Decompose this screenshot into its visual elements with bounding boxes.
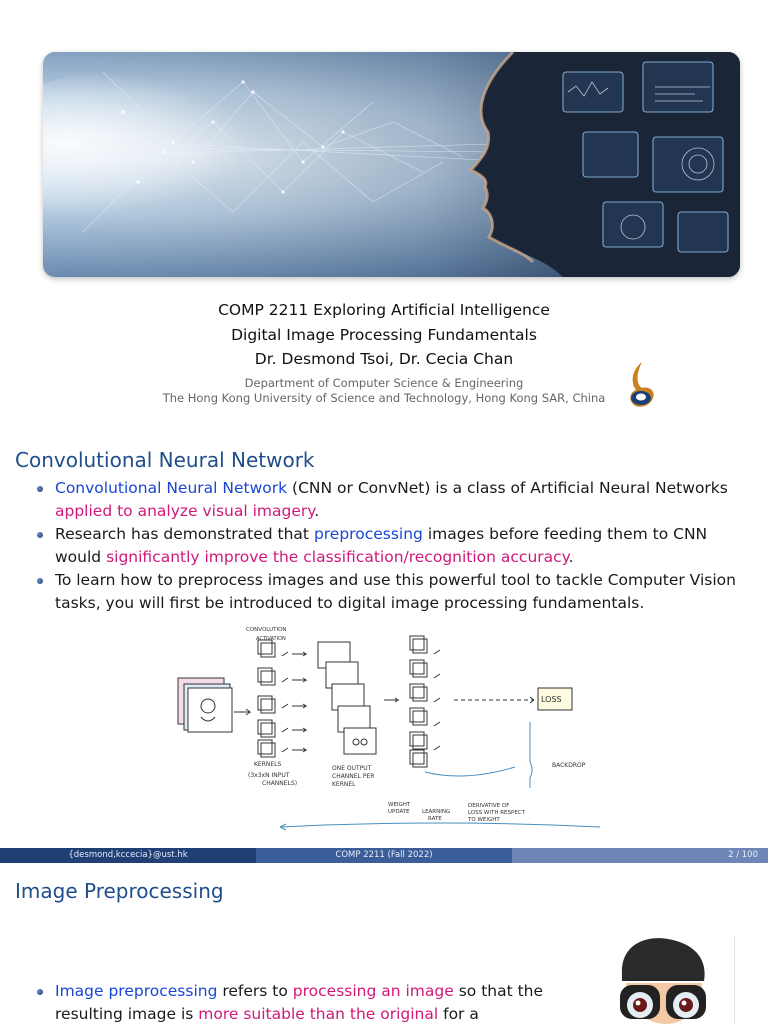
cnn-diagram — [170, 622, 610, 837]
bullet-text: . — [314, 502, 320, 520]
lecture-topic: Digital Image Processing Fundamentals — [231, 326, 537, 344]
cnn-bullet-list — [37, 477, 757, 615]
diagram-label-derivative: DERIVATIVE OF — [468, 803, 510, 809]
diagram-label-output: ONE OUTPUT — [332, 765, 372, 772]
bullet-text: Research has demonstrated that — [55, 525, 314, 543]
diagram-label-learning-rate: LEARNING — [422, 809, 451, 815]
list-item — [37, 569, 757, 615]
list-item — [37, 980, 557, 1026]
bullet-text: images before feeding them to CNN would — [55, 525, 708, 566]
bullet-text: . — [568, 548, 574, 566]
diagram-label-activation: ACTIVATION — [256, 636, 286, 642]
slide-footer — [0, 848, 768, 863]
footer-course: COMP 2211 (Fall 2022) — [256, 848, 512, 863]
lecturer-names: Dr. Desmond Tsoi, Dr. Cecia Chan — [254, 350, 514, 368]
preprocessing-bullet-list — [37, 980, 557, 1026]
course-title: COMP 2211 Exploring Artificial Intelligence — [218, 301, 550, 319]
footer-page-number: 2 / 100 — [512, 848, 768, 863]
list-item — [37, 523, 757, 569]
footer-authors: {desmond,kccecia}@ust.hk — [0, 848, 256, 863]
diagram-label-output-3: KERNEL — [332, 781, 356, 788]
term-cnn: Convolutional Neural Network — [55, 479, 288, 497]
diagram-label-loss: LOSS — [541, 695, 562, 704]
term-preprocessing: preprocessing — [313, 525, 423, 543]
slide-edge-divider — [734, 935, 735, 1024]
emphasis-text: more suitable than the original — [198, 1005, 439, 1023]
diagram-label-input-channels-2: CHANNELS) — [262, 780, 298, 787]
university-logo-icon — [622, 360, 658, 408]
diagram-label-weight-update-2: UPDATE — [388, 809, 410, 815]
diagram-label-convolution: CONVOLUTION — [246, 627, 287, 633]
diagram-label-derivative-3: TO WEIGHT — [468, 817, 500, 823]
diagram-label-input-channels: (3x3xN INPUT — [248, 772, 290, 779]
bullet-text: so that the resulting image is — [55, 982, 544, 1023]
emphasis-text: processing an image — [292, 982, 454, 1000]
bullet-text: for a — [438, 1005, 479, 1023]
bullet-text: To learn how to preprocess images and use this powerful tool to tackle Computer Vision tasks, you will first be introduced to digital image processing fundamentals. — [55, 571, 736, 612]
diagram-label-backdrop: BACKDROP — [552, 762, 586, 769]
diagram-label-output-2: CHANNEL PER — [332, 773, 375, 780]
bullet-text: (CNN or ConvNet) is a class of Artificial Neural Networks — [287, 479, 728, 497]
section-heading-preprocessing: Image Preprocessing — [15, 879, 224, 903]
hero-ai-face-image — [43, 52, 740, 277]
diagram-label-weight-update: WEIGHT — [388, 802, 411, 808]
term-image-preprocessing: Image preprocessing — [55, 982, 218, 1000]
emphasis-text: applied to analyze visual imagery — [55, 502, 315, 520]
department-name: Department of Computer Science & Engineering — [244, 376, 524, 390]
university-name: The Hong Kong University of Science and Technology, Hong Kong SAR, China — [162, 391, 606, 405]
cartoon-boy-binoculars-icon — [600, 935, 740, 1024]
list-item — [37, 477, 757, 523]
bullet-text: refers to — [217, 982, 293, 1000]
diagram-label-derivative-2: LOSS WITH RESPECT — [468, 810, 526, 816]
section-heading-cnn: Convolutional Neural Network — [15, 448, 315, 472]
emphasis-text: significantly improve the classification/recognition accuracy — [106, 548, 569, 566]
diagram-label-learning-rate-2: RATE — [428, 816, 442, 822]
diagram-label-kernels: KERNELS — [254, 761, 282, 768]
